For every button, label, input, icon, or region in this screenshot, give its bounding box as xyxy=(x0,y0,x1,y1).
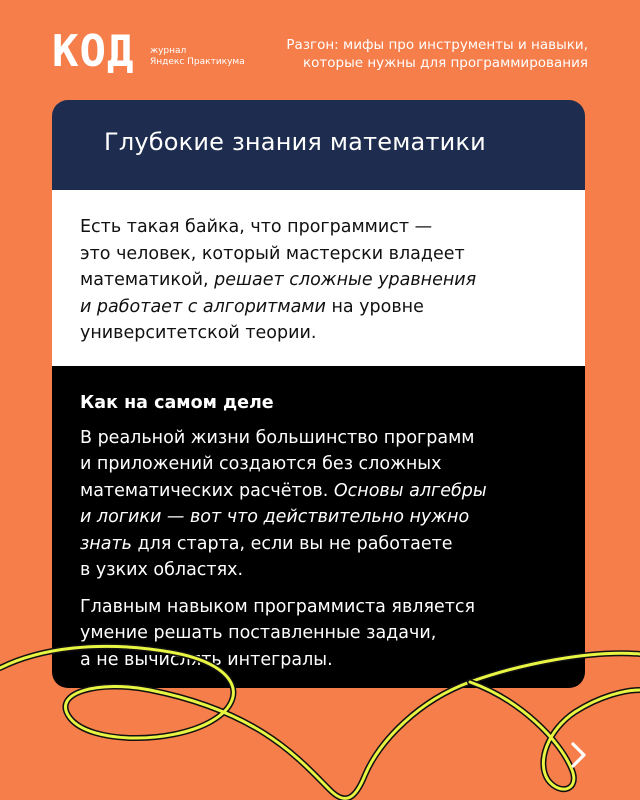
reality-text: математических расчётов. xyxy=(80,480,334,501)
card-header xyxy=(52,100,585,190)
myth-line-2: это человек, который мастерски владеет xyxy=(80,243,465,264)
myth-line-4 xyxy=(80,294,557,321)
logo-subtitle xyxy=(150,46,245,68)
reality-line: а не вычислять интегралы. xyxy=(80,649,333,670)
logo: КОД xyxy=(52,26,135,77)
myth-text: математикой, xyxy=(80,270,215,290)
reality-emphasis: Основы алгебры xyxy=(333,480,487,501)
myth-emphasis: и работает с алгоритмами xyxy=(80,296,326,317)
series-title xyxy=(268,36,588,72)
logo-subtitle-line-2: Яндекс Практикума xyxy=(150,57,245,67)
reality-line: умение решать поставленные задачи, xyxy=(80,623,437,643)
reality-line xyxy=(80,478,557,505)
reality-line: и приложений создаются без сложных xyxy=(80,454,442,474)
squiggle-loop xyxy=(470,682,640,789)
myth-section xyxy=(52,190,585,366)
myth-text: на уровне xyxy=(325,296,424,317)
myth-line-3 xyxy=(80,267,557,294)
chevron-right-icon[interactable] xyxy=(562,738,596,772)
reality-line xyxy=(80,531,557,558)
myth-emphasis: решает сложные уравнения xyxy=(214,270,477,290)
logo-subtitle-line-1: журнал xyxy=(150,46,187,56)
reality-paragraph-2 xyxy=(80,594,557,674)
reality-text: для старта, если вы не работаете xyxy=(131,533,453,554)
reality-paragraph-1 xyxy=(80,425,557,584)
reality-section xyxy=(52,366,585,688)
series-title-line-2: которые нужны для программирования xyxy=(302,55,588,71)
myth-line-1: Есть такая байка, что программист — xyxy=(80,217,433,237)
series-title-line-1: Разгон: мифы про инструменты и навыки, xyxy=(286,37,588,53)
reality-emphasis: и логики — вот что действительно нужно xyxy=(80,507,470,527)
reality-emphasis: знать xyxy=(80,533,132,554)
reality-line: В реальной жизни большинство программ xyxy=(80,427,475,448)
reality-line xyxy=(80,504,557,531)
squiggle-loop-outline xyxy=(470,682,640,789)
content-card xyxy=(52,100,585,688)
myth-line-5: университетской теории. xyxy=(80,323,317,343)
reality-line: Главным навыком программиста является xyxy=(80,596,476,617)
reality-heading: Как на самом деле xyxy=(80,393,274,413)
card-title: Глубокие знания математики xyxy=(104,128,486,156)
reality-line: в узких областях. xyxy=(80,560,244,580)
